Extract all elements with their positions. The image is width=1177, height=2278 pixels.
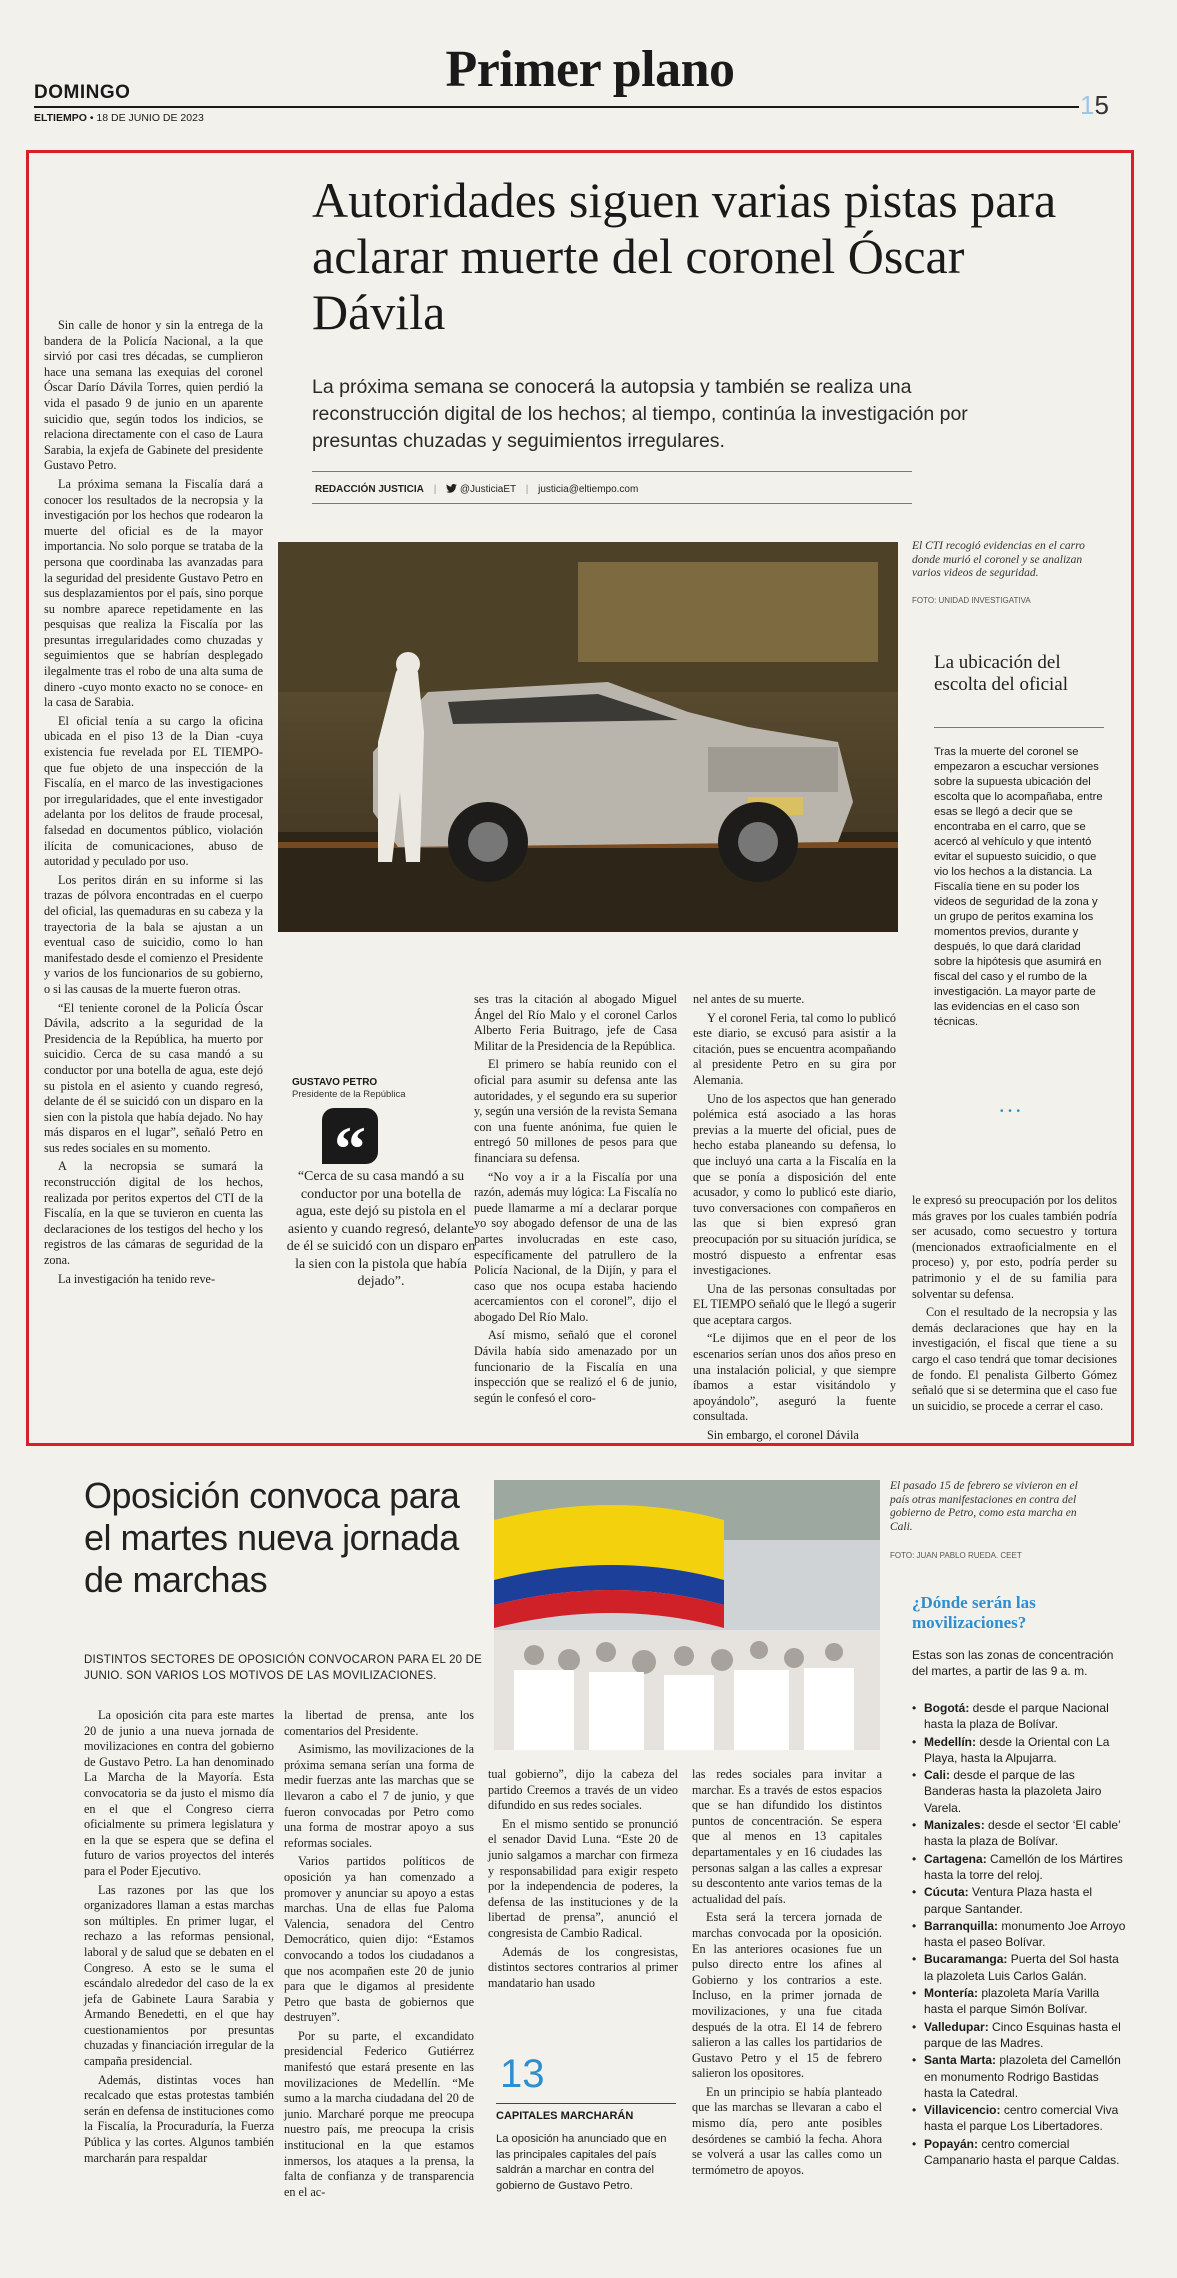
factbox-title: CAPITALES MARCHARÁN <box>496 2110 634 2122</box>
paragraph: El primero se había reunido con el oficial para asumir su defensa ante las autoridades, y el segundo era su superior y, según una versión de la revista Semana con una fuente anónima, fue quien le entregó 50 millones de pesos para que financiara su defensa. <box>474 1057 677 1165</box>
city-item <box>912 1985 1127 2018</box>
paragraph: ses tras la citación al abogado Miguel Ángel del Río Malo y el coronel Carlos Alberto Feria Buitrago, jefe de Casa Militar de la Presidencia de la República. <box>474 992 677 1053</box>
city-name: Cartagena: <box>924 1851 987 1866</box>
story1-photo-credit: FOTO: UNIDAD INVESTIGATIVA <box>912 596 1031 605</box>
paragraph: “Le dijimos que en el peor de los escenarios serían unos dos años preso en una instalación policial, y que siempre íbamos a estar visitándolo y apoyándolo”, aseguró la fuente consultada. <box>693 1331 896 1424</box>
story1-column-4 <box>693 992 896 1447</box>
page-number-light: 1 <box>1080 90 1095 120</box>
paragraph: Uno de los aspectos que han generado polémica está asociado a las horas previas a la muerte del oficial, pues de hecho estaba planeando su defensa, lo que incluyó una carta a la Fiscalía en la que se ponía a disposición del ente acusador, y como lo publicó este diario, tuvo conversaciones con compañeros en las que si bien expresó gran preocupación por su situación jurídica, se mostró dispuesto a enfrentar esas investigaciones. <box>693 1091 896 1278</box>
story1-headline: Autoridades siguen varias pistas para aclarar muerte del coronel Óscar Dávila <box>312 172 1057 340</box>
byline-author: REDACCIÓN JUSTICIA <box>315 484 424 495</box>
crime-scene-truck-illustration <box>278 542 898 932</box>
city-name: Valledupar: <box>924 2019 989 2034</box>
story2-column-4 <box>692 1767 882 2181</box>
paragraph: nel antes de su muerte. <box>693 992 805 1006</box>
paragraph: En un principio se había planteado que las marchas se llevaran a cabo el mismo día, pero ante posibles desórdenes se cambió la fecha. Ahora se volverá a usar las calles como un termómetro de apoyos. <box>692 2084 882 2177</box>
story1-sidebar-text: Tras la muerte del coronel se empezaron a escuchar versiones sobre la supuesta ubicación del escolta que lo acompañaba, entre esas se llegó a decir que se encontraba en el carro, que se acercó al vehículo y que intentó evitar el supuesto suicidio, o que vio los hechos a la distancia. La Fiscalía tiene en su poder los videos de seguridad de la zona y un grupo de peritos examina los momentos previos, durante y después, lo que dará claridad sobre la hipótesis que asumirá en fiscal del caso y el rumbo de la investigación. La mayor parte de las evidencias en el caso son técnicas. <box>934 746 1103 1028</box>
city-name: Bucaramanga: <box>924 1952 1008 1967</box>
city-name: Villavicencio: <box>924 2103 1001 2118</box>
paragraph: Además, distintas voces han recalcado que estas protestas también serán en defensa de instituciones como la Fiscalía, la Procuraduría, la Fuerza Pública y las cortes. Algunos también marcharán para respaldar <box>84 2072 274 2165</box>
paragraph: “No voy a ir a la Fiscalía por una razón, además muy lógica: La Fiscalía no puede llamarme a mí a declarar porque yo soy abogado defensor de una de las partes involucradas en este caso, específicamente del patrullero de la Policía Nacional, de la Dijín, y para el caso que nos ocupa estaba haciendo acercamientos con el coronel”, dijo el abogado Del Río Malo. <box>474 1169 677 1324</box>
city-place: desde el sector ‘El cable’ hasta la plaza de Bolívar. <box>924 1818 1121 1849</box>
twitter-icon <box>446 484 457 493</box>
quote-role: Presidente de la República <box>292 1089 406 1100</box>
city-name: Medellín: <box>924 1734 977 1749</box>
paragraph: En el mismo sentido se pronunció el senador David Luna. “Este 20 de junio salgamos a marchar con firmeza y responsabilidad para exigir respeto por la independencia de poderes, la defensa de las instituciones y de la libertad de prensa”, anunció el congresista de Cambio Radical. <box>488 1816 678 1940</box>
city-place: Camellón de los Mártires hasta la torre del reloj. <box>924 1851 1123 1882</box>
story2-deck: DISTINTOS SECTORES DE OPOSICIÓN CONVOCARON PARA EL 20 DE JUNIO. SON VARIOS LOS MOTIVOS DE LAS MOVILIZACIONES. <box>84 1654 483 1682</box>
header-rule <box>34 106 1079 108</box>
protest-march-illustration <box>494 1480 880 1750</box>
paragraph: le expresó su preocupación por los delitos más graves por los cuales también podría ser acusado, como secuestro y tortura (mencionados extraoficialmente en el proceso) y, por esto, podría perder su patrimonio y el de su familia para solventar su defensa. <box>912 1193 1117 1301</box>
story1-column-1 <box>44 318 263 1290</box>
story1-column-3 <box>474 992 677 1409</box>
city-item <box>912 1884 1127 1917</box>
story1-column-5 <box>912 1193 1117 1417</box>
city-item <box>912 1918 1127 1951</box>
story1-sidebar-title: La ubicación del escolta del oficial <box>934 652 1068 695</box>
paragraph: Esta será la tercera jornada de marchas convocada por la oposición. En las anteriores ocasiones fue un pulso directo entre los afines al Gobierno y los contrarios a este. Incluso, en la primer jornada de movilizaciones, y una fue citada después de la otra. El 14 de febrero salieron a las calles los partidarios de Gustavo Petro y el 15 de febrero salieron los opositores. <box>692 1910 882 2081</box>
paragraph: Además de los congresistas, distintos sectores contrarios al primer mandatario han usado <box>488 1944 678 1990</box>
city-name: Barranquilla: <box>924 1918 999 1933</box>
byline-top-rule <box>312 471 912 472</box>
city-item <box>912 1734 1127 1767</box>
paragraph: A la necropsia se sumará la reconstrucción digital de los hechos, realizada por peritos expertos del CTI de la Fiscalía, en la que se tuvieron en cuenta las declaraciones de los testigos del hecho y los registros de las cámaras de seguridad de la zona. <box>44 1159 263 1268</box>
city-place: Puerta del Sol hasta la plazoleta Luis Carlos Galán. <box>924 1952 1119 1983</box>
factbox-text: La oposición ha anunciado que en las principales capitales del país saldrán a marchar en contra del gobierno de Gustavo Petro. <box>496 2133 667 2192</box>
city-place: Cinco Esquinas hasta el parque de las Madres. <box>924 2019 1121 2050</box>
city-item <box>912 1951 1127 1984</box>
story1-photo-caption: El CTI recogió evidencias en el carro donde murió el coronel y se analizan varios videos de seguridad. <box>912 540 1085 579</box>
story2-sidebar-city-list <box>912 1700 1127 2169</box>
paragraph: Varios partidos políticos de oposición ya han comenzado a promover y anunciar su apoyo a estas marchas. Una de ellas fue Paloma Valencia, senadora del Centro Democrático, quien dijo: “Estamos convocando a todos los ciudadanos a que nos acompañen este 20 de junio para que le digamos al presidente Petro que basta de gobiernos que destruyen”. <box>284 1854 474 2025</box>
story1-sidebar-ornament <box>934 727 1104 728</box>
paragraph: la libertad de prensa, ante los comentarios del Presidente. <box>284 1708 474 1738</box>
publication-name: ELTIEMPO <box>34 112 87 124</box>
city-item <box>912 2102 1127 2135</box>
paragraph: Por su parte, el excandidato presidencial Federico Gutiérrez manifestó que estará presente en las movilizaciones de Medellín. “Me sumo a la marcha ciudadana del 20 de junio. Marcharé porque me preocupa nuestro país, me preocupa la crisis institucional en la que estamos inmersos, los ataques a la prensa, la falta de confianza y de transparencia en el ac- <box>284 2028 474 2199</box>
byline-email[interactable]: justicia@eltiempo.com <box>538 484 639 495</box>
paragraph: Los peritos dirán en su informe si las trazas de pólvora encontradas en el cuerpo del oficial, las quemaduras en su cabeza y la trayectoria de la bala se ajustan a un eventual caso de suicidio, como lo han manifestado desde el comienzo el Presidente y varios de los funcionarios de su gobierno, o si las causas de la muerte fueron otras. <box>44 872 263 996</box>
city-place: Ventura Plaza hasta el parque Santander. <box>924 1885 1093 1916</box>
byline: REDACCIÓN JUSTICIA | @JusticiaET | justicia@eltiempo.com <box>315 484 639 495</box>
paragraph: La investigación ha tenido reve- <box>58 1271 216 1286</box>
story2-column-3 <box>488 1767 678 1994</box>
city-name: Montería: <box>924 1986 978 2001</box>
publication-date: • 18 DE JUNIO DE 2023 <box>89 112 204 124</box>
city-place: desde el parque Nacional hasta la plaza de Bolívar. <box>924 1701 1109 1732</box>
byline-bottom-rule <box>312 503 912 504</box>
paragraph: Sin calle de honor y sin la entrega de la bandera de la Policía Nacional, a la que sirvió por casi tres décadas, se cumplieron hace una semana las exequias del coronel Óscar Darío Dávila Torres, quien perdió la vida el pasado 9 de junio en un aparente suicidio que, según todos los indicios, se relaciona directamente con el caso de Laura Sarabia, la exjefa de Gabinete del presidente Gustavo Petro. <box>44 318 263 473</box>
city-item <box>912 2136 1127 2169</box>
byline-twitter[interactable]: @JusticiaET <box>459 484 516 495</box>
paragraph: El oficial tenía a su cargo la oficina ubicada en el piso 13 de la Dian -cuya existencia fue revelada por EL TIEMPO- que fue objeto de una inspección de la Fiscalía, en el marco de las investigaciones por irregularidades, que el ente investigador adelanta por los delitos de fraude procesal, falsedad en documentos público, violación ilícita de comunicaciones, abuso de autoridad y peculado por uso. <box>44 713 263 869</box>
city-place: plazoleta María Varilla hasta el parque Simón Bolívar. <box>924 1986 1100 2017</box>
quote-mark-icon: “ <box>322 1108 378 1164</box>
page-number-dark: 5 <box>1094 90 1109 120</box>
story2-headline: Oposición convoca para el martes nueva jornada de marchas <box>84 1475 460 1600</box>
quote-text: “Cerca de su casa mandó a su conductor por una botella de agua, este dejó su pistola en el asiento y cuando regresó, delante de él se suicidó con un disparo en la sien con la pistola que había dejado”. <box>286 1169 476 1289</box>
factbox-number: 13 <box>500 2052 545 2096</box>
city-place: desde el parque de las Banderas hasta la plazoleta Jairo Varela. <box>924 1768 1102 1815</box>
paragraph: La próxima semana la Fiscalía dará a conocer los resultados de la necropsia y la investigación por los hechos que rodearon la muerte del oficial es de la mayor importancia. No solo porque se trataba de la persona que coordinaba las avanzadas para la seguridad del presidente Gustavo Petro en sus desplazamientos por el país, sino porque su nombre aparece repetidamente en las pesquisas que realiza la Fiscalía por las presuntas irregularidades como chuzadas y seguimientos que se habrían desplegado ilegalmente tras el robo de una alta suma de dinero -cuyo monto exacto no se conoce- en la casa de Sarabia. <box>44 476 263 710</box>
story2-sidebar-title: ¿Dónde serán las movilizaciones? <box>912 1593 1036 1632</box>
city-name: Santa Marta: <box>924 2053 997 2068</box>
story1-deck: La próxima semana se conocerá la autopsia y también se realiza una reconstrucción digital de los hechos; al tiempo, continúa la investigación por presuntas chuzadas y seguimientos irregulares. <box>312 376 968 452</box>
paragraph: las redes sociales para invitar a marchar. Es a través de estos espacios que se han difundido los distintos puntos de concentración. Se espera que al menos en 13 capitales departamentales y en 16 ciudades las personas salgan a las calles a expresar su descontento ante varios temas de la actualidad del país. <box>692 1767 882 1906</box>
section-title: Primer plano <box>445 41 735 98</box>
paragraph: La oposición cita para este martes 20 de junio a una nueva jornada de movilizaciones en contra del gobierno de Gustavo Petro. La han denominado La Marcha de la Mayoría. Esta convocatoria se da justo el mismo día en el que el Congreso cierra oficialmente su primera legislatura y en la que se espera que se defina el futuro de varios proyectos del interés para el Poder Ejecutivo. <box>84 1708 274 1878</box>
city-place: desde la Oriental con La Playa, hasta la Alpujarra. <box>924 1734 1110 1765</box>
paragraph: Las razones por las que los organizadores llaman a estas marchas son múltiples. En primer lugar, el rechazo a las reformas pensional, laboral y de salud que se debaten en el Congreso. A esto se le suma el escándalo alrededor del caso de la ex jefa de Gabinete Laura Sarabia y Armando Benedetti, en el que hay cuestionamientos por presuntas chuzadas y financiación irregular de la campaña presidencial. <box>84 1882 274 2069</box>
city-name: Manizales: <box>924 1818 985 1833</box>
story2-photo-credit: FOTO: JUAN PABLO RUEDA. CEET <box>890 1551 1022 1560</box>
city-name: Cali: <box>924 1768 951 1783</box>
factbox-rule <box>496 2103 676 2104</box>
paragraph: tual gobierno”, dijo la cabeza del partido Creemos a través de un video difundido en sus redes sociales. <box>488 1767 678 1813</box>
paragraph: Asimismo, las movilizaciones de la próxima semana serían una forma de medir fuerzas ante las marchas que se llevaron a cabo el 7 de junio, y que fueron convocadas por Petro como una forma de mostrar apoyo a sus reformas sociales. <box>284 1742 474 1850</box>
paragraph: Así mismo, señaló que el coronel Dávila había sido amenazado por un funcionario de la Fiscalía en una inspección que se realizó el 6 de junio, según le confesó el coro- <box>474 1328 677 1405</box>
paragraph: Con el resultado de la necropsia y las demás declaraciones que hay en la investigación, el fiscal que tiene a su cargo el caso tendrá que tomar decisiones de fondo. El penalista Gilberto Gómez señaló que si se determina que el caso fue un suicidio, se procede a cerrar el caso. <box>912 1305 1117 1413</box>
story2-photo <box>494 1480 880 1750</box>
city-place: centro comercial Campanario hasta el parque Caldas. <box>924 2136 1120 2168</box>
paragraph: Una de las personas consultadas por EL TIEMPO señaló que le llegó a sugerir que aceptara cargos. <box>693 1281 896 1327</box>
city-item <box>912 1817 1127 1850</box>
story2-photo-caption: El pasado 15 de febrero se vivieron en el país otras manifestaciones en contra del gobierno de Petro, como esta marcha en Cali. <box>890 1480 1078 1533</box>
city-item <box>912 1851 1127 1884</box>
paragraph: Sin embargo, el coronel Dávila <box>707 1428 859 1443</box>
paragraph: Y el coronel Feria, tal como lo publicó este diario, se excusó para asistir a la citación, pues se encuentra acompañando al presidente Petro en su gira por Alemania. <box>693 1010 896 1087</box>
city-place: plazoleta del Camellón en monumento Rodrigo Bastidas hasta la Catedral. <box>924 2053 1121 2100</box>
story2-sidebar-intro: Estas son las zonas de concentración del martes, a partir de las 9 a. m. <box>912 1648 1114 1678</box>
story1-photo <box>278 542 898 932</box>
page-number <box>1080 90 1109 121</box>
city-place: centro comercial Viva hasta el parque Los Libertadores. <box>924 2103 1119 2134</box>
publication-line <box>34 112 204 124</box>
story2-column-2 <box>284 1708 474 2203</box>
city-item <box>912 1700 1127 1733</box>
story1-sidebar-dots: • • • <box>1000 1106 1022 1117</box>
city-name: Popayán: <box>924 2136 979 2151</box>
city-item <box>912 1767 1127 1816</box>
story2-column-1 <box>84 1708 274 2169</box>
city-item <box>912 2052 1127 2101</box>
quote-name: GUSTAVO PETRO <box>292 1077 378 1088</box>
city-item <box>912 2019 1127 2052</box>
section-day: DOMINGO <box>34 82 131 103</box>
city-name: Cúcuta: <box>924 1885 969 1900</box>
paragraph: “El teniente coronel de la Policía Óscar Dávila, adscrito a la seguridad de la Presidencia de la República, ha muerto por suicidio. Cerca de su casa mandó a su conductor por una botella de agua, este dejó su pistola en el asiento y cuando regresó, delante de él se suicidó con un disparo en la sien con la pistola que había dejado. No hay más disparos en el lugar”, señaló Petro en sus redes sociales en su momento. <box>44 1000 263 1155</box>
city-name: Bogotá: <box>924 1701 970 1715</box>
city-place: monumento Joe Arroyo hasta el paseo Bolívar. <box>924 1918 1126 1950</box>
